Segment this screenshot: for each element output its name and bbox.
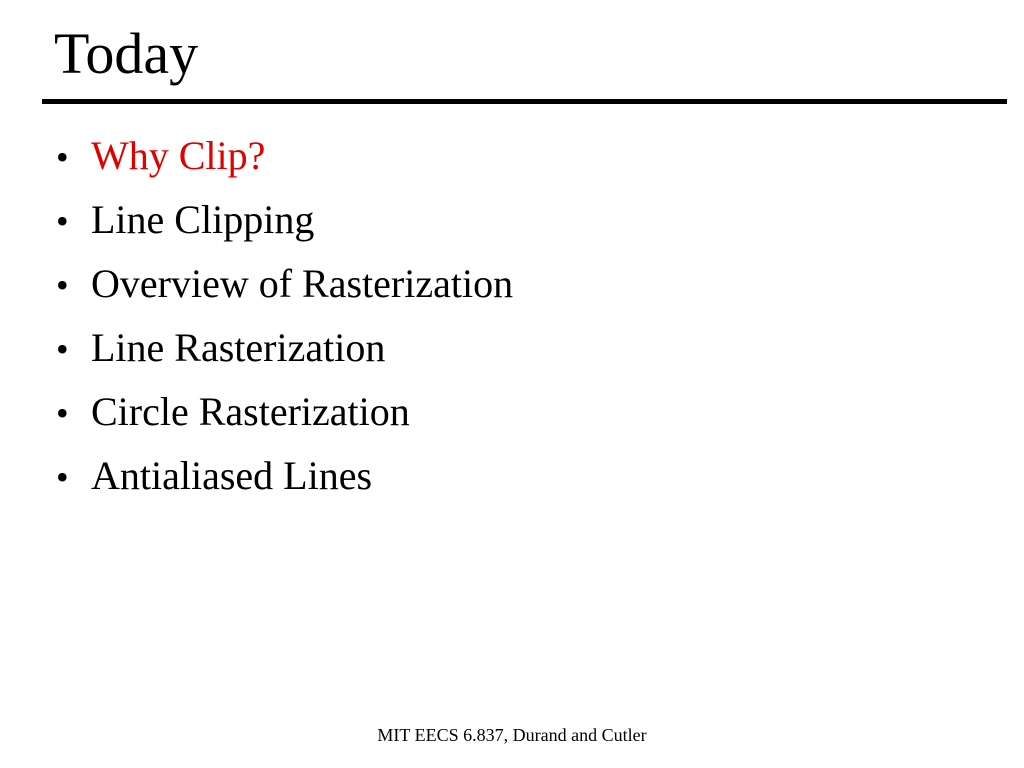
bullet-item-line-rasterization bbox=[56, 320, 513, 384]
bullet-icon: • bbox=[56, 393, 69, 433]
bullet-item-circle-rasterization bbox=[56, 384, 513, 448]
bullet-icon: • bbox=[56, 329, 69, 369]
bullet-item-why-clip bbox=[56, 128, 513, 192]
bullet-text: Line Clipping bbox=[91, 197, 315, 242]
bullet-text: Antialiased Lines bbox=[91, 453, 373, 498]
bullet-icon: • bbox=[56, 137, 69, 177]
bullet-icon: • bbox=[56, 201, 69, 241]
bullet-item-antialiased-lines bbox=[56, 448, 513, 512]
bullet-text: Circle Rasterization bbox=[91, 389, 410, 434]
bullet-icon: • bbox=[56, 457, 69, 497]
slide-footer: MIT EECS 6.837, Durand and Cutler bbox=[377, 725, 647, 745]
slide-title: Today bbox=[54, 21, 199, 86]
bullet-item-overview-of-rasterization bbox=[56, 256, 513, 320]
bullet-text: Overview of Rasterization bbox=[91, 261, 514, 306]
bullet-text: Why Clip? bbox=[91, 133, 266, 178]
bullet-item-line-clipping bbox=[56, 192, 513, 256]
bullet-text: Line Rasterization bbox=[91, 325, 386, 370]
bullet-icon: • bbox=[56, 265, 69, 305]
title-divider bbox=[42, 99, 1007, 104]
bullet-list bbox=[56, 128, 513, 512]
